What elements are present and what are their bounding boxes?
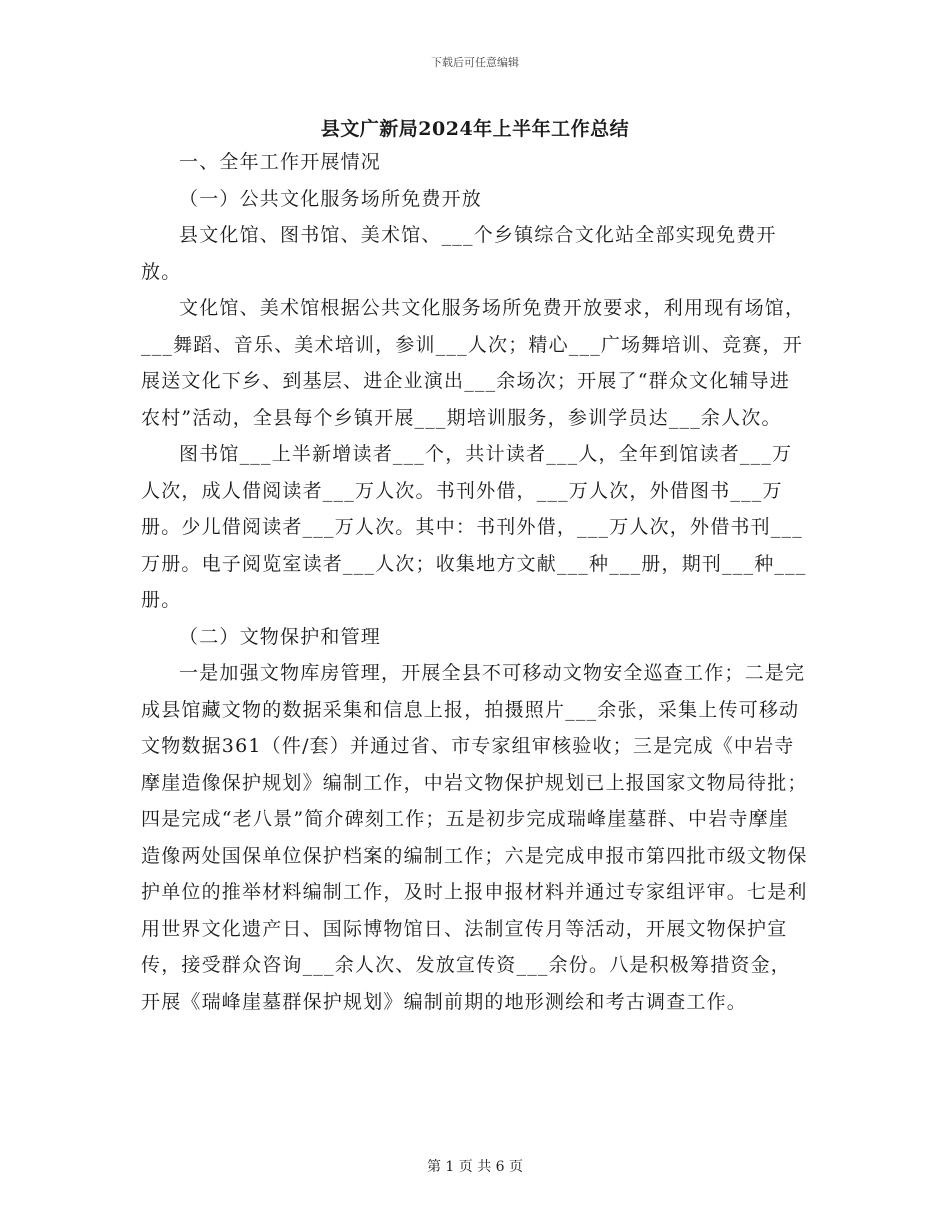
subsection-heading-1: （一）公共文化服务场所免费开放 <box>179 187 483 210</box>
paragraph-3: 图书馆___上半新增读者___个，共计读者___人，全年到馆读者___万人次，成人借阅读者___万人次。书刊外借，___万人次，外借图书___万册。少儿借阅读者___万人次。其中：书刊外借，___万人次，外借书刊___万册。电子阅览室读者___人次；收集地方文献___种___册，期刊___种___册。 <box>141 443 807 611</box>
document-title: 县文广新局2024年上半年工作总结 <box>320 118 630 140</box>
paragraph-2: 文化馆、美术馆根据公共文化服务场所免费开放要求，利用现有场馆，___舞蹈、音乐、美术培训，参训___人次；精心___广场舞培训、竞赛，开展送文化下乡、到基层、进企业演出___余场次；开展了“群众文化辅导进农村”活动，全县每个乡镇开展___期培训服务，参训学员达___余人次。 <box>141 297 806 429</box>
document-body <box>141 144 809 1020</box>
paragraph-1: 县文化馆、图书馆、美术馆、___个乡镇综合文化站全部实现免费开放。 <box>141 224 777 283</box>
page-footer: 第 1 页 共 6 页 <box>426 1159 524 1175</box>
header-note: 下载后可任意编辑 <box>431 56 519 69</box>
section-heading-1: 一、全年工作开展情况 <box>179 151 382 173</box>
paragraph-4: 一是加强文物库房管理，开展全县不可移动文物安全巡查工作；二是完成县馆藏文物的数据采集和信息上报，拍摄照片___余张，采集上传可移动文物数据361（件/套）并通过省、市专家组审核验收；三是完成《中岩寺摩崖造像保护规划》编制工作，中岩文物保护规划已上报国家文物局待批；四是完成“老八景”简介碑刻工作；五是初步完成瑞峰崖墓群、中岩寺摩崖造像两处国保单位保护档案的编制工作；六是完成申报市第四批市级文物保护单位的推举材料编制工作，及时上报申报材料并通过专家组评审。七是利用世界文化遗产日、国际博物馆日、法制宣传月等活动，开展文物保护宣传，接受群众咨询___余人次、发放宣传资___余份。八是积极筹措资金，开展《瑞峰崖墓群保护规划》编制前期的地形测绘和考古调查工作。 <box>141 662 808 1013</box>
subsection-heading-2: （二）文物保护和管理 <box>179 625 382 648</box>
